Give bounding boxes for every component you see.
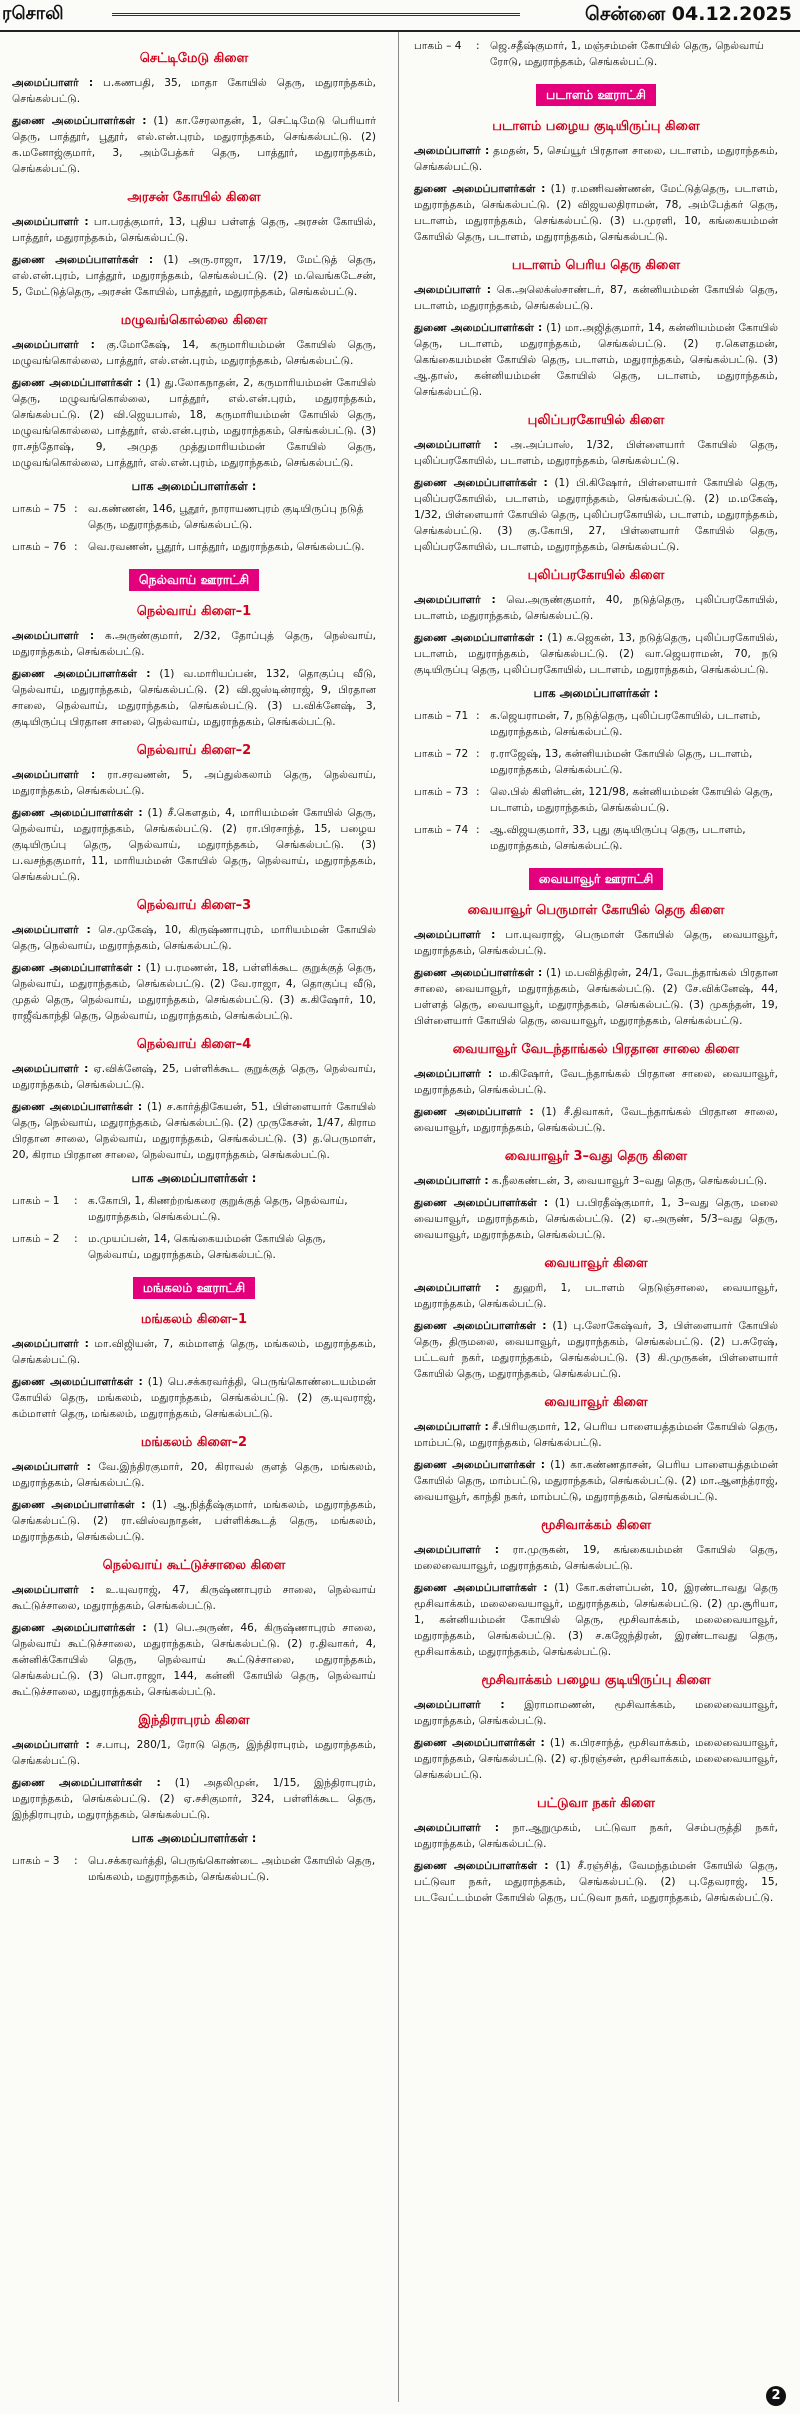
role-label: அமைப்பாளர் : [414, 1068, 493, 1080]
role-label: அமைப்பாளர் : [414, 1822, 499, 1834]
organiser-entry [414, 1457, 778, 1505]
booth-organisers-caption: பாக அமைப்பாளர்கள் : [131, 1171, 257, 1185]
organiser-entry [414, 1419, 778, 1451]
booth-organisers-caption: பாக அமைப்பாளர்கள் : [131, 479, 257, 493]
role-label: அமைப்பாளர் : [414, 145, 490, 157]
panchayat-heading: வையாவூர் ஊராட்சி [529, 868, 663, 890]
organiser-entry [414, 1542, 778, 1574]
organiser-details: இராமாமணன், மூசிவாக்கம், மலைவையாவூர், மதுராந்தகம், செங்கல்பட்டு. [414, 1699, 778, 1727]
organiser-entry [414, 181, 778, 245]
role-label: அமைப்பாளர் : [414, 929, 496, 941]
organiser-details: (1) பு.லோகேஷ்வர், 3, பிள்ளையார் கோயில் தெரு, திருமலை, வையாவூர், மதுராந்தகம், செங்கல்பட்டு. (2) ப.சுரேஷ், பட்டவர் நகர், மதுராந்தகம், செங்கல்பட்டு. (3) கி.முருகன், பிள்ளையார் கோயில் தெரு, மதுராந்தகம், செங்கல்பட்டு. [414, 1320, 778, 1380]
organiser-details: வெ.அருண்குமார், 40, நடுத்தெரு, புலிப்பரகோயில், படாளம், மதுராந்தகம், செங்கல்பட்டு. [414, 594, 778, 622]
organiser-entry [414, 1195, 778, 1243]
page-number: 2 [766, 2386, 786, 2406]
booth-entry [414, 746, 778, 778]
role-label: அமைப்பாளர் : [414, 284, 491, 296]
organiser-entry [414, 475, 778, 555]
role-label: அமைப்பாளர் : [414, 1544, 500, 1556]
role-label: அமைப்பாளர் : [414, 1699, 505, 1711]
role-label: அமைப்பாளர் : [12, 77, 94, 89]
booth-organiser: வெ.ரவணன், பூதூர், பாத்தூர், மதுராந்தகம், செங்கல்பட்டு. [88, 541, 365, 553]
booth-number: பாகம் – 72 [414, 748, 469, 760]
role-label: துணை அமைப்பாளர்கள் : [12, 962, 142, 974]
booth-entry [414, 38, 778, 70]
role-label: துணை அமைப்பாளர்கள் : [414, 1582, 548, 1594]
organiser-details: (1) பெ.அருண், 46, கிருஷ்ணாபுரம் சாலை, நெல்வாய் கூட்டுச்சாலை, மதுராந்தகம், செங்கல்பட்டு. (2) ர.திவாகர், 4, கன்னிக்கோயில் தெரு, நெல்வாய் கூட்டுச்சாலை, மதுராந்தகம், செங்கல்பட்டு. (3) பொ.ராஜா, 144, கன்னி கோயில் தெரு, நெல்வாய் கூட்டுச்சாலை, மதுராந்தகம், செங்கல்பட்டு. [12, 1622, 377, 1698]
role-label: துணை அமைப்பாளர்கள் : [12, 1101, 143, 1113]
organiser-entry [12, 214, 376, 246]
organiser-details: சீ.பிரியகுமார், 12, பெரிய பாளையத்தம்மன் கோயில் தெரு, மாம்பட்டு, மதுராந்தகம், செங்கல்பட்டு. [414, 1421, 778, 1449]
organiser-details: (1) அரு.ராஜா, 17/19, மேட்டுத் தெரு, எல்.என்.புரம், பாத்தூர், மதுராந்தகம், செங்கல்பட்டு. (2) ம.வெங்கடேசன், 5, மேட்டுத்தெரு, அரசன் கோயில், பாத்தூர், மதுராந்தகம், செங்கல்பட்டு. [12, 254, 377, 298]
organiser-details: (1) து.லோகநாதன், 2, கருமாரியம்மன் கோயில் தெரு, மழுவங்கொல்லை, பாத்தூர், எல்.என்.புரம், மதுராந்தகம், செங்கல்பட்டு. (2) வி.ஜெயபால், 18, கருமாரியம்மன் கோயில் தெரு, மழுவங்கொல்லை, பாத்தூர், எல்.என்.புரம், மதுராந்தகம், செங்கல்பட்டு. (3) ரா.சந்தோஷ், 9, அமுத முத்துமாரியம்மன் கோயில் தெரு, மழுவங்கொல்லை, பாத்தூர், எல்.என்.புரம், மதுராந்தகம், செங்கல்பட்டு. [12, 377, 376, 469]
panchayat-heading-wrap [414, 868, 778, 890]
branch-heading: வையாவூர் கிளை [544, 1395, 648, 1410]
booth-organiser: க.ஜெயராமன், 7, நடுத்தெரு, புலிப்பரகோயில், படாளம், மதுராந்தகம், செங்கல்பட்டு. [490, 710, 761, 738]
organiser-entry [12, 1336, 376, 1368]
organiser-entry [12, 960, 376, 1024]
organiser-entry [414, 1697, 778, 1729]
role-label: அமைப்பாளர் : [12, 216, 89, 228]
branch-heading: புலிப்பரகோயில் கிளை [527, 413, 665, 428]
role-label: துணை அமைப்பாளர் : [414, 1106, 534, 1118]
organiser-details: செ.முகேஷ், 10, கிருஷ்ணாபுரம், மாரியம்மன் கோயில் தெரு, நெல்வாய், மதுராந்தகம், செங்கல்பட்டு. [12, 924, 376, 952]
branch-heading: மங்கலம் கிளை–2 [140, 1435, 248, 1450]
booth-organiser: ர.ராஜேஷ், 13, கன்னியம்மன் கோயில் தெரு, படாளம், மதுராந்தகம், செங்கல்பட்டு. [490, 748, 753, 776]
organiser-entry [12, 1459, 376, 1491]
organiser-entry [414, 927, 778, 959]
organiser-entry [12, 1775, 376, 1823]
role-label: துணை அமைப்பாளர்கள் : [12, 807, 143, 819]
booth-organisers-caption: பாக அமைப்பாளர்கள் : [131, 1831, 257, 1845]
booth-organiser: பெ.சக்கரவர்த்தி, பெருங்கொண்டை அம்மன் கோயில் தெரு, மங்கலம், மதுராந்தகம், செங்கல்பட்டு. [88, 1855, 376, 1883]
organiser-details: ரா.சரவணன், 5, அப்துல்கலாம் தெரு, நெல்வாய், மதுராந்தகம், செங்கல்பட்டு. [12, 769, 376, 797]
booth-separator: : [476, 824, 480, 836]
organiser-entry [414, 1820, 778, 1852]
role-label: அமைப்பாளர் : [414, 1175, 489, 1187]
masthead-rule [112, 13, 520, 16]
organiser-entry [12, 337, 376, 369]
organiser-details: மா.விஜியன், 7, கம்மாளத் தெரு, மங்கலம், மதுராந்தகம், செங்கல்பட்டு. [12, 1338, 376, 1366]
booth-separator: : [74, 503, 78, 515]
branch-heading: நெல்வாய் கிளை–3 [136, 898, 252, 913]
organiser-entry [12, 1737, 376, 1769]
branch-heading: நெல்வாய் கிளை–4 [136, 1037, 252, 1052]
role-label: துணை அமைப்பாளர்கள் : [414, 477, 548, 489]
panchayat-heading-wrap [12, 1277, 376, 1299]
organiser-entry [414, 1735, 778, 1783]
role-label: துணை அமைப்பாளர்கள் : [12, 668, 151, 680]
dateline: சென்னை 04.12.2025 [585, 3, 792, 25]
branch-heading: மங்கலம் கிளை–1 [140, 1312, 248, 1327]
booth-number: பாகம் – 74 [414, 824, 469, 836]
booth-organiser: ஜெ.சதீஷ்குமார், 1, மஞ்சம்மன் கோயில் தெரு, நெல்வாய் ரோடு, மதுராந்தகம், செங்கல்பட்டு. [490, 40, 764, 68]
booth-number: பாகம் – 76 [12, 541, 67, 553]
booth-organiser: ம.முயப்பன், 14, கெங்கையம்மன் கோயில் தெரு, நெல்வாய், மதுராந்தகம், செங்கல்பட்டு. [88, 1233, 326, 1261]
booth-organiser: வ.கண்ணன், 146, பூதூர், நாராயணபுரம் குடியிருப்பு நடுத் தெரு, மதுராந்தகம், செங்கல்பட்டு. [88, 503, 364, 531]
branch-heading: வையாவூர் கிளை [544, 1256, 648, 1271]
newspaper-name: ரசொலி [2, 3, 64, 24]
organiser-details: (1) ஆ.நித்தீஷ்குமார், மங்கலம், மதுராந்தகம், செங்கல்பட்டு. (2) ரா.விஸ்வநாதன், பள்ளிக்கூடத் தெரு, மங்கலம், மதுராந்தகம், செங்கல்பட்டு. [12, 1499, 377, 1543]
organiser-entry [12, 1620, 376, 1700]
organiser-entry [12, 1497, 376, 1545]
organiser-details: ஏ.விக்னேஷ், 25, பள்ளிக்கூட குறுக்குத் தெரு, நெல்வாய், மதுராந்தகம், செங்கல்பட்டு. [12, 1063, 376, 1091]
organiser-entry [414, 1858, 778, 1906]
organiser-details: (1) ப.ரமணன், 18, பள்ளிக்கூட குறுக்குத் தெரு, நெல்வாய், மதுராந்தகம், செங்கல்பட்டு. (2) வே.ராஜா, 4, தொகுப்பு வீடு, முதல் தெரு, நெல்வாய், மதுராந்தகம், செங்கல்பட்டு. (3) க.கிஷோர், 10, ராஜீவ்காந்தி தெரு, நெல்வாய், மதுராந்தகம், செங்கல்பட்டு. [12, 962, 377, 1022]
organiser-details: ப.கணபதி, 35, மாதா கோயில் தெரு, மதுராந்தகம், செங்கல்பட்டு. [12, 77, 376, 105]
role-label: துணை அமைப்பாளர்கள் : [12, 115, 147, 127]
role-label: அமைப்பாளர் : [12, 1739, 90, 1751]
booth-entry [12, 1193, 376, 1225]
organiser-details: (1) சீ.ரஞ்சித், வேமந்தம்மன் கோயில் தெரு, பட்டுவா நகர், மதுராந்தகம், செங்கல்பட்டு. (2) பு.தேவராஜ், 15, படவேட்டம்மன் கோயில் தெரு, பட்டுவா நகர், மதுராந்தகம், செங்கல்பட்டு. [414, 1860, 779, 1904]
role-label: துணை அமைப்பாளர்கள் : [414, 1197, 549, 1209]
booth-entry [414, 708, 778, 740]
organiser-entry [414, 1066, 778, 1098]
booth-separator: : [476, 748, 480, 760]
organiser-entry [12, 75, 376, 107]
role-label: அமைப்பாளர் : [12, 339, 95, 351]
panchayat-heading: மங்கலம் ஊராட்சி [133, 1277, 255, 1299]
organiser-entry [12, 767, 376, 799]
left-column [12, 38, 376, 1891]
organiser-details: (1) ர.மணிவண்ணன், மேட்டுத்தெரு, படாளம், மதுராந்தகம், செங்கல்பட்டு. (2) விஜயலதிராமன், 78, அம்பேத்கர் தெரு, படாளம், மதுராந்தகம், செங்கல்பட்டு. (3) ப.முரளி, 10, கங்கையம்மன் கோயில் தெரு, படாளம், மதுராந்தகம், செங்கல்பட்டு. [414, 183, 778, 243]
organiser-details: (1) பெ.சக்கரவர்த்தி, பெருங்கொண்டையம்மன் கோயில் தெரு, மங்கலம், மதுராந்தகம், செங்கல்பட்டு. (2) கு.யுவராஜ், கம்மாளர் தெரு, மங்கலம், மதுராந்தகம், செங்கல்பட்டு. [12, 1376, 376, 1420]
role-label: துணை அமைப்பாளர்கள் : [414, 967, 543, 979]
organiser-entry [12, 666, 376, 730]
role-label: துணை அமைப்பாளர்கள் : [414, 183, 546, 195]
masthead-bar [0, 0, 800, 32]
role-label: அமைப்பாளர் : [414, 594, 496, 606]
organiser-details: (1) ப.பிரதீஷ்குமார், 1, 3–வது தெரு, மலை வையாவூர், மதுராந்தகம், செங்கல்பட்டு. (2) ஏ.அருண், 5/3–வது தெரு, வையாவூர், மதுராந்தகம், செங்கல்பட்டு. [414, 1197, 779, 1241]
branch-heading: படாளம் பெரிய தெரு கிளை [511, 258, 681, 273]
booth-number: பாகம் – 1 [12, 1195, 60, 1207]
booth-entry [12, 1231, 376, 1263]
organiser-entry [12, 1582, 376, 1614]
branch-heading: அரசன் கோயில் கிளை [127, 190, 261, 205]
role-label: அமைப்பாளர் : [414, 1282, 500, 1294]
branch-heading: புலிப்பரகோயில் கிளை [527, 568, 665, 583]
organiser-details: ரா.முருகன், 19, கங்கையம்மன் கோயில் தெரு, மலைவையாவூர், மதுராந்தகம், செங்கல்பட்டு. [414, 1544, 778, 1572]
booth-number: பாகம் – 71 [414, 710, 469, 722]
organiser-entry [414, 1318, 778, 1382]
role-label: அமைப்பாளர் : [12, 769, 96, 781]
organiser-entry [414, 1104, 778, 1136]
organiser-details: (1) கா.கண்ணதாசன், பெரிய பாளையத்தம்மன் கோயில் தெரு, மாம்பட்டு, மதுராந்தகம், செங்கல்பட்டு. (2) மா.ஆனந்த்ராஜ், வையாவூர், காந்தி நகர், மாம்பட்டு, மதுராந்தகம், செங்கல்பட்டு. [414, 1459, 778, 1503]
organiser-details: (1) க.பிரசாந்த், மூசிவாக்கம், மலைவையாவூர், மதுராந்தகம், செங்கல்பட்டு. (2) ஏ.நிரஞ்சன், மூசிவாக்கம், மலைவையாவூர், செங்கல்பட்டு. [414, 1737, 779, 1781]
branch-heading: வையாவூர் வேடந்தாங்கல் பிரதான சாலை கிளை [452, 1042, 740, 1057]
role-label: துணை அமைப்பாளர்கள் : [12, 1499, 146, 1511]
role-label: அமைப்பாளர் : [12, 630, 95, 642]
booth-organiser: லெ.பில் கிளின்டன், 121/98, கன்னியம்மன் கோயில் தெரு, படாளம், மதுராந்தகம், செங்கல்பட்டு. [490, 786, 774, 814]
role-label: துணை அமைப்பாளர்கள் : [12, 1376, 143, 1388]
organiser-entry [12, 1061, 376, 1093]
role-label: துணை அமைப்பாளர்கள் : [414, 1459, 545, 1471]
organiser-details: (1) மா.அஜித்குமார், 14, கன்னியம்மன் கோயில் தெரு, படாளம், மதுராந்தகம், செங்கல்பட்டு. (2) ர.கௌதமன், கெங்கையம்மன் கோயில் தெரு, படாளம், மதுராந்தகம், செங்கல்பட்டு. (3) ஆ.தாஸ், கன்னியம்மன் கோயில் தெரு, படாளம், மதுராந்தகம், செங்கல்பட்டு. [414, 322, 778, 398]
booth-separator: : [74, 1855, 78, 1867]
branch-heading: மூசிவாக்கம் பழைய குடியிருப்பு கிளை [481, 1673, 711, 1688]
organiser-entry [414, 143, 778, 175]
booth-entry [414, 822, 778, 854]
booth-number: பாகம் – 75 [12, 503, 67, 515]
branch-heading: செட்டிமேடு கிளை [139, 51, 249, 66]
branch-heading: வையாவூர் பெருமாள் கோயில் தெரு கிளை [467, 903, 725, 918]
organiser-entry [12, 252, 376, 300]
organiser-details: உ.யுவராஜ், 47, கிருஷ்ணாபுரம் சாலை, நெல்வாய் கூட்டுச்சாலை, மதுராந்தகம், செங்கல்பட்டு. [12, 1584, 376, 1612]
organiser-entry [12, 375, 376, 471]
role-label: அமைப்பாளர் : [414, 439, 498, 451]
role-label: அமைப்பாளர் : [414, 1421, 489, 1433]
organiser-details: பா.யுவராஜ், பெருமாள் கோயில் தெரு, வையாவூர், மதுராந்தகம், செங்கல்பட்டு. [414, 929, 778, 957]
role-label: அமைப்பாளர் : [12, 1461, 91, 1473]
branch-heading: நெல்வாய் கிளை–1 [136, 604, 252, 619]
panchayat-heading-wrap [12, 569, 376, 591]
organiser-details: (1) கோ.கள்ளப்பன், 10, இரண்டாவது தெரு மூசிவாக்கம், மலைவையாவூர், மதுராந்தகம், செங்கல்பட்டு. (2) மு.சூரியா, 1, கன்னியம்மன் கோயில் தெரு, மூசிவாக்கம், மலைவையாவூர், மதுராந்தகம், செங்கல்பட்டு. (3) ச.கஜேந்திரன், இரண்டாவது தெரு, மூசிவாக்கம், மதுராந்தகம், செங்கல்பட்டு. [414, 1582, 778, 1658]
organiser-entry [12, 1099, 376, 1163]
organiser-entry [414, 1280, 778, 1312]
organiser-entry [414, 592, 778, 624]
role-label: அமைப்பாளர் : [12, 1063, 89, 1075]
branch-heading: நெல்வாய் கிளை–2 [136, 743, 252, 758]
organiser-details: கு.மோகேஷ், 14, கருமாரியம்மன் கோயில் தெரு, மழுவங்கொல்லை, பாத்தூர், எல்.என்.புரம், மதுராந்தகம், செங்கல்பட்டு. [12, 339, 376, 367]
role-label: அமைப்பாளர் : [12, 1584, 95, 1596]
organiser-details: (1) ம.பவித்திரன், 24/1, வேடந்தாங்கல் பிரதான சாலை, வையாவூர், மதுராந்தகம், செங்கல்பட்டு. (2) சே.விக்னேஷ், 44, பள்ளத் தெரு, வையாவூர், மதுராந்தகம், செங்கல்பட்டு. (3) முகந்தன், 19, பிள்ளையார் கோயில் தெரு, வையாவூர், மதுராந்தகம், செங்கல்பட்டு. [414, 967, 778, 1027]
booth-organisers-caption: பாக அமைப்பாளர்கள் : [533, 686, 659, 700]
organiser-details: (1) கா.சேரலாதன், 1, செட்டிமேடு பெரியார் தெரு, பாத்தூர், பூதூர், எல்.என்.புரம், மதுராந்தகம், செங்கல்பட்டு. (2) க.மனோஜ்குமார், 3, அம்பேத்கர் தெரு, பாத்தூர், மதுராந்தகம், செங்கல்பட்டு. [12, 115, 377, 175]
organiser-entry [12, 113, 376, 177]
role-label: அமைப்பாளர் : [12, 1338, 89, 1350]
organiser-entry [414, 282, 778, 314]
booth-separator: : [476, 786, 480, 798]
panchayat-heading: நெல்வாய் ஊராட்சி [129, 569, 259, 591]
booth-number: பாகம் – 3 [12, 1855, 60, 1867]
organiser-details: (1) க.ஜெகன், 13, நடுத்தெரு, புலிப்பரகோயில், படாளம், மதுராந்தகம், செங்கல்பட்டு. (2) வா.ஜெயராமன், 70, நடு குடியிருப்பு தெரு, புலிப்பரகோயில், படாளம், மதுராந்தகம், செங்கல்பட்டு. [414, 632, 778, 676]
organiser-details: (1) பி.கிஷோர், பிள்ளையார் கோயில் தெரு, புலிப்பரகோயில், படாளம், மதுராந்தகம், செங்கல்பட்டு. (2) ம.மகேஷ், 1/32, பிள்ளையார் கோயில் தெரு, புலிப்பரகோயில், படாளம், மதுராந்தகம், செங்கல்பட்டு. (3) கு.கோபி, 27, பிள்ளையார் கோயில் தெரு, புலிப்பரகோயில், படாளம், மதுராந்தகம், செங்கல்பட்டு. [414, 477, 779, 553]
organiser-entry [414, 1173, 778, 1189]
organiser-details: பா.பரத்குமார், 13, புதிய பள்ளத் தெரு, அரசன் கோயில், பாத்தூர், மதுராந்தகம், செங்கல்பட்டு. [12, 216, 376, 244]
organiser-entry [414, 965, 778, 1029]
organiser-entry [12, 922, 376, 954]
booth-separator: : [74, 1233, 78, 1245]
right-column [414, 38, 778, 1912]
booth-number: பாகம் – 4 [414, 40, 462, 52]
organiser-details: க.அருண்குமார், 2/32, தோப்புத் தெரு, நெல்வாய், மதுராந்தகம், செங்கல்பட்டு. [12, 630, 376, 658]
organiser-details: ச.பாபு, 280/1, ரோடு தெரு, இந்திராபுரம், மதுராந்தகம், செங்கல்பட்டு. [12, 1739, 376, 1767]
role-label: துணை அமைப்பாளர்கள் : [414, 1737, 545, 1749]
organiser-details: நா.ஆறுமுகம், பட்டுவா நகர், செம்பருத்தி நகர், மதுராந்தகம், செங்கல்பட்டு. [414, 1822, 778, 1850]
role-label: அமைப்பாளர் : [12, 924, 91, 936]
booth-entry [414, 784, 778, 816]
branch-heading: மழுவங்கொல்லை கிளை [120, 313, 268, 328]
organiser-details: தமதன், 5, செய்யூர் பிரதான சாலை, படாளம், மதுராந்தகம், செங்கல்பட்டு. [414, 145, 778, 173]
booth-separator: : [74, 1195, 78, 1207]
organiser-entry [12, 805, 376, 885]
branch-heading: நெல்வாய் கூட்டுச்சாலை கிளை [102, 1558, 286, 1573]
booth-entry [12, 539, 376, 555]
organiser-details: கெ.அலெக்ஸ்சாண்டர், 87, கன்னியம்மன் கோயில் தெரு, படாளம், மதுராந்தகம், செங்கல்பட்டு. [414, 284, 778, 312]
role-label: துணை அமைப்பாளர்கள் : [12, 1777, 161, 1789]
organiser-details: ம.கிஷோர், வேடந்தாங்கல் பிரதான சாலை, வையாவூர், மதுராந்தகம், செங்கல்பட்டு. [414, 1068, 778, 1096]
organiser-entry [12, 628, 376, 660]
organiser-details: க.நீலகண்டன், 3, வையாவூர் 3–வது தெரு, செங்கல்பட்டு. [488, 1175, 768, 1187]
booth-entry [12, 1853, 376, 1885]
role-label: துணை அமைப்பாளர்கள் : [414, 322, 543, 334]
organiser-entry [414, 437, 778, 469]
article-columns [0, 32, 800, 2402]
organiser-entry [414, 1580, 778, 1660]
branch-heading: மூசிவாக்கம் கிளை [540, 1518, 652, 1533]
organiser-details: (1) அதலிமுன், 1/15, இந்திராபுரம், மதுராந்தகம், செங்கல்பட்டு. (2) ஏ.சசிகுமார், 324, பள்ளிக்கூட தெரு, இந்திராபுரம், மதுராந்தகம், செங்கல்பட்டு. [12, 1777, 376, 1821]
organiser-details: (1) சீ.திவாகர், வேடந்தாங்கல் பிரதான சாலை, வையாவூர், மதுராந்தகம், செங்கல்பட்டு. [414, 1106, 778, 1134]
booth-separator: : [74, 541, 78, 553]
organiser-details: துஹரி, 1, படாளம் நெடுஞ்சாலை, வையாவூர், மதுராந்தகம், செங்கல்பட்டு. [414, 1282, 778, 1310]
booth-number: பாகம் – 73 [414, 786, 469, 798]
booth-separator: : [476, 710, 480, 722]
organiser-entry [414, 630, 778, 678]
role-label: துணை அமைப்பாளர்கள் : [414, 632, 544, 644]
role-label: துணை அமைப்பாளர்கள் : [12, 254, 154, 266]
role-label: துணை அமைப்பாளர்கள் : [12, 1622, 147, 1634]
panchayat-heading: படாளம் ஊராட்சி [536, 84, 656, 106]
branch-heading: வையாவூர் 3–வது தெரு கிளை [504, 1149, 688, 1164]
booth-number: பாகம் – 2 [12, 1233, 60, 1245]
organiser-entry [12, 1374, 376, 1422]
organiser-entry [414, 320, 778, 400]
organiser-details: (1) சீ.கௌதம், 4, மாரியம்மன் கோயில் தெரு, நெல்வாய், மதுராந்தகம், செங்கல்பட்டு. (2) ரா.பிரசாந்த், 15, பழைய குடியிருப்பு தெரு, நெல்வாய், மதுராந்தகம், செங்கல்பட்டு. (3) ப.வசந்தகுமார், 11, மாரியம்மன் கோயில் தெரு, நெல்வாய், மதுராந்தகம், செங்கல்பட்டு. [12, 807, 376, 883]
role-label: துணை அமைப்பாளர்கள் : [414, 1860, 549, 1872]
branch-heading: இந்திராபுரம் கிளை [138, 1713, 250, 1728]
booth-organiser: ஆ.விஜயகுமார், 33, புது குடியிருப்பு தெரு, படாளம், மதுராந்தகம், செங்கல்பட்டு. [490, 824, 746, 852]
panchayat-heading-wrap [414, 84, 778, 106]
organiser-details: அ.அப்பாஸ், 1/32, பிள்ளையார் கோயில் தெரு, புலிப்பரகோயில், படாளம், மதுராந்தகம், செங்கல்பட்டு. [414, 439, 778, 467]
booth-organiser: க.கோபி, 1, கிணற்றங்கரை குறுக்குத் தெரு, நெல்வாய், மதுராந்தகம், செங்கல்பட்டு. [88, 1195, 348, 1223]
organiser-details: (1) ச.கார்த்திகேயன், 51, பிள்ளையார் கோயில் தெரு, நெல்வாய், மதுராந்தகம், செங்கல்பட்டு. (2) முருகேசன், 1/47, கிராம பிரதான சாலை, நெல்வாய், மதுராந்தகம், செங்கல்பட்டு. (3) த.பெருமாள், 20, கிராம பிரதான சாலை, நெல்வாய், மதுராந்தகம், செங்கல்பட்டு. [12, 1101, 376, 1161]
organiser-details: வே.இந்திரகுமார், 20, கிராவல் குளத் தெரு, மங்கலம், மதுராந்தகம், செங்கல்பட்டு. [12, 1461, 376, 1489]
branch-heading: பட்டுவா நகர் கிளை [536, 1796, 656, 1811]
column-divider [398, 32, 399, 2402]
booth-separator: : [476, 40, 480, 52]
organiser-details: (1) வ.மாரியப்பன், 132, தொகுப்பு வீடு, நெல்வாய், மதுராந்தகம், செங்கல்பட்டு. (2) வி.ஜஸ்டின்ராஜ், 9, பிரதான சாலை, நெல்வாய், மதுராந்தகம், செங்கல்பட்டு. (3) ப.விக்னேஷ், 3, குடியிருப்பு பிரதான சாலை, நெல்வாய், மதுராந்தகம், செங்கல்பட்டு. [12, 668, 376, 728]
role-label: துணை அமைப்பாளர்கள் : [414, 1320, 547, 1332]
booth-entry [12, 501, 376, 533]
role-label: துணை அமைப்பாளர்கள் : [12, 377, 142, 389]
branch-heading: படாளம் பழைய குடியிருப்பு கிளை [492, 119, 700, 134]
